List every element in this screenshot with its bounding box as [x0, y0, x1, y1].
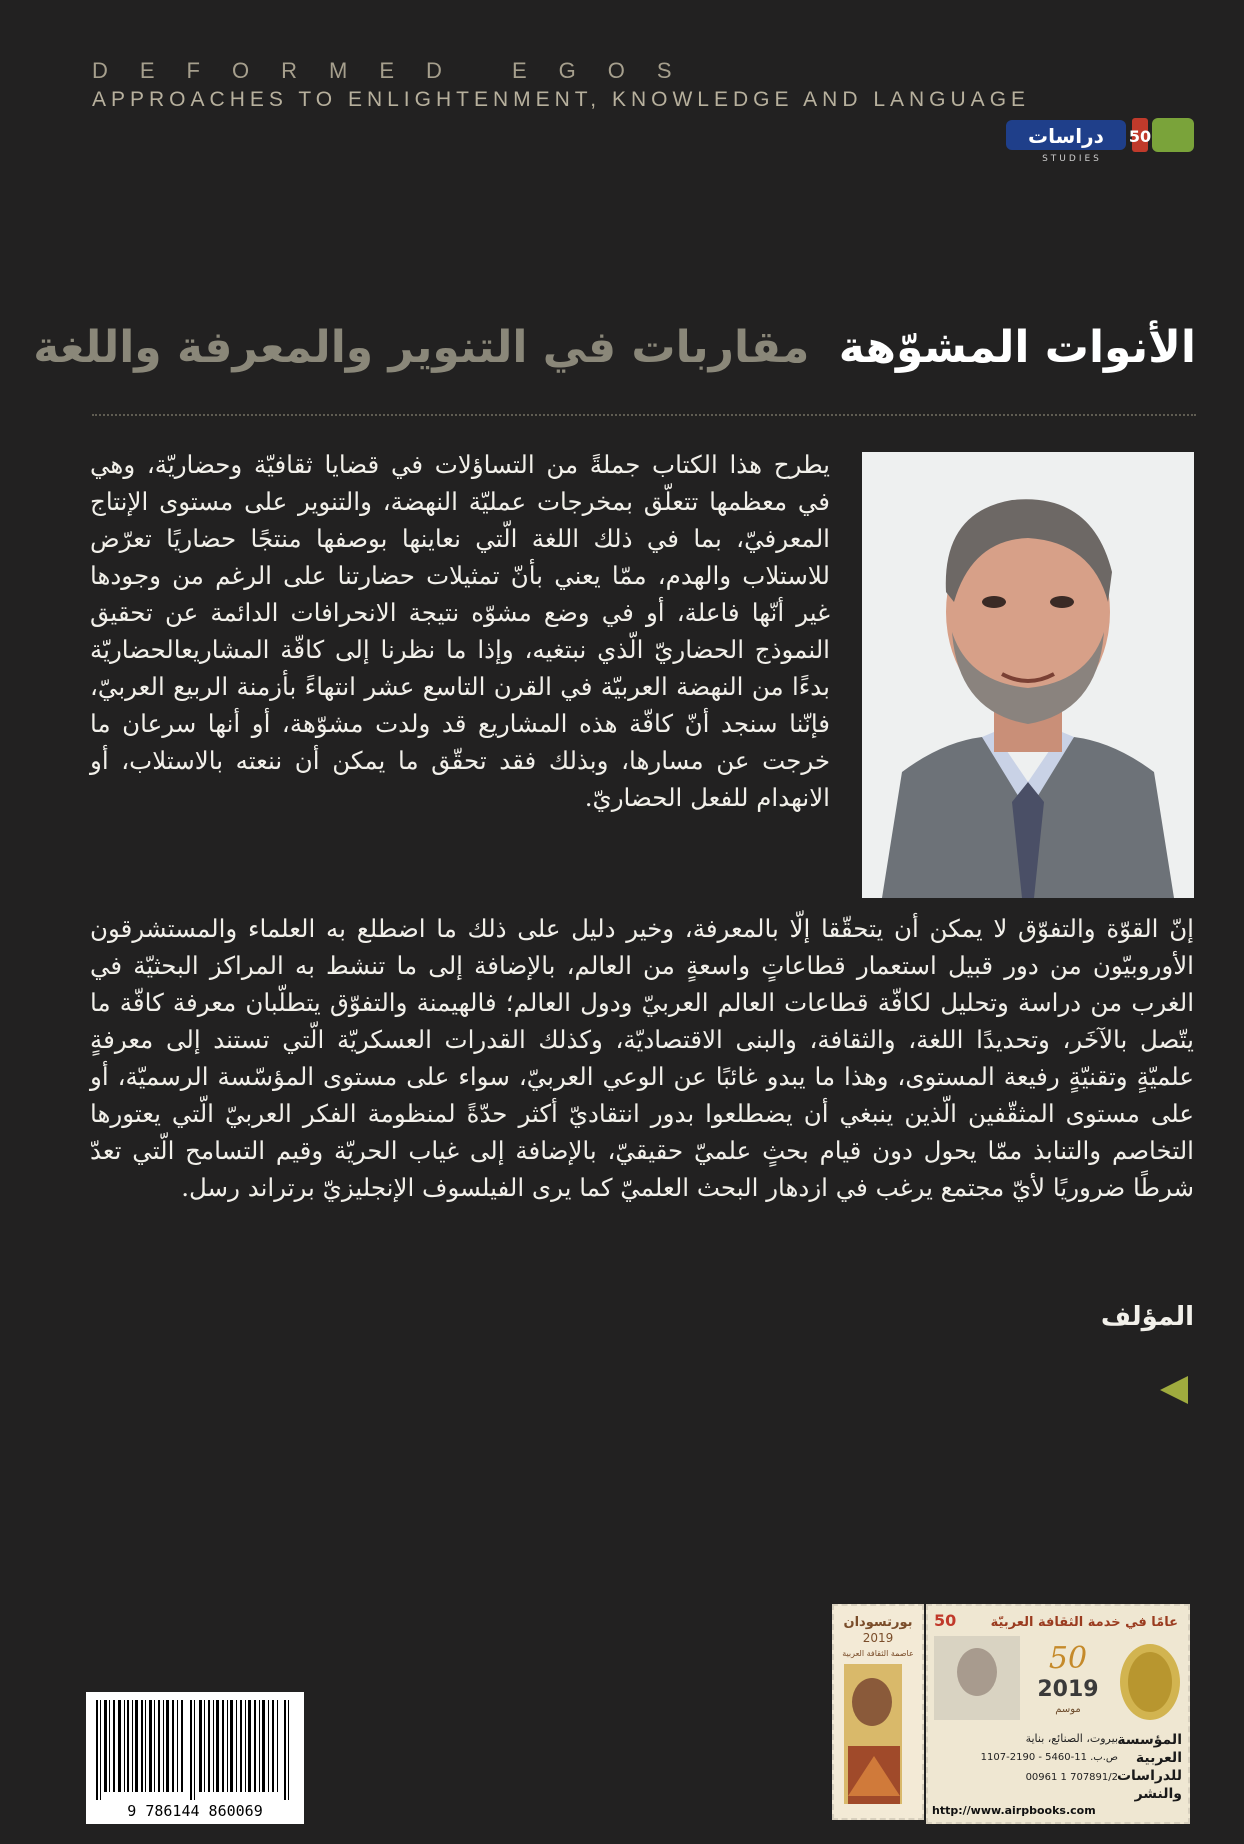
sticker-publisher-4: والنشر: [1134, 1786, 1182, 1802]
triangle-pointer-icon: [1160, 1376, 1188, 1404]
sticker-publisher-3: للدراسات: [1116, 1768, 1182, 1784]
intro-text-block: [90, 446, 830, 816]
event-stamp-year: 2019: [862, 1631, 894, 1645]
body-text-block: [90, 910, 1194, 1206]
publisher-logo-number: 50: [1128, 127, 1152, 146]
sticker-phone: 00961 1 707891/2: [1025, 1772, 1118, 1783]
sticker-address: بيروت، الصنائع، بناية: [1025, 1732, 1118, 1745]
sticker-year: 2019: [1037, 1677, 1099, 1702]
publisher-logo: [1006, 116, 1196, 164]
intro-paragraph: يطرح هذا الكتاب جملةً من التساؤلات في قضايا ثقافيّة وحضاريّة، وهي في معظمها تتعلّق بمخرجات عمليّة النهضة، والتنوير على مستوى الإنتاج المعرفيّ، بما في ذلك اللغة الّتي نعاينها بوصفها منتجًا حضاريًا تعرّض للاستلاب والهدم، ممّا يعني بأنّ تمثيلات حضارتنا على الرغم من وجودها غير أنّها فاعلة، أو في وضع مشوّه نتيجة الانحرافات الدائمة عن تحقيق النموذج الحضاريّ الّذي نبتغيه، وإذا ما نظرنا إلى كافّة المشاريعالحضاريّة بدءًا من النهضة العربيّة في القرن التاسع عشر انتهاءً بأزمنة الربيع العربيّ، فإنّنا سنجد أنّ كافّة هذه المشاريع قد ولدت مشوّهة، أو أنها سرعان ما خرجت عن مسارها، وبذلك فقد تحقّق ما يمكن أن ننعته بالاستلاب، أو الانهدام للفعل الحضاريّ.: [90, 450, 830, 812]
sticker-header: عامًا في خدمة الثقافة العربيّة: [990, 1615, 1178, 1630]
publisher-sticker: [926, 1604, 1190, 1824]
sticker-big-number: 50: [1048, 1641, 1088, 1676]
sticker-caption: موسم: [1055, 1704, 1081, 1715]
series-header: [92, 58, 1202, 112]
event-stamp-city: بورتسودان: [843, 1615, 913, 1630]
series-subtitle: APPROACHES TO ENLIGHTENMENT, KNOWLEDGE AND LANGUAGE: [92, 88, 1031, 111]
author-photo: [862, 452, 1194, 898]
publisher-logo-text: دراسات: [1028, 124, 1104, 148]
book-title: [33, 322, 1196, 373]
sticker-publisher-2: العربية: [1135, 1750, 1182, 1766]
body-paragraph: إنّ القوّة والتفوّق لا يمكن أن يتحقّقا إلّا بالمعرفة، وخير دليل على ذلك ما اضطلع به العلماء والمستشرقون الأوروبيّون من دور قبيل استعمار قطاعاتٍ واسعةٍ من العالم، بالإضافة إلى ما تنشط به المراكز البحثيّة في الغرب من دراسة وتحليل لكافّة قطاعات العالم العربيّ ودول العالم؛ فالهيمنة والتفوّق يتطلّبان معرفة كافّة ما يتّصل بالآخَر، وتحديدًا اللغة، والثقافة، والبنى الاقتصاديّة، وكذلك القدرات العسكريّة الّتي تستند إلى معرفةٍ علميّةٍ وتقنيّةٍ رفيعة المستوى، وهذا ما يبدو غائبًا عن الوعي العربيّ، سواء على مستوى المؤسّسة الرسميّة، أو على مستوى المثقّفين الّذين ينبغي أن يضطلعوا بدور انتقاديّ أكثر حدّةً لمنظومة الفكر العربيّ الّتي يعتورها التخاصم والتنابذ ممّا يحول دون قيام بحثٍ علميّ حقيقيّ، بالإضافة إلى غياب الحريّة وقيم التسامح الّتي تعدّ شرطًا ضروريًا لأيّ مجتمع يرغب في ازدهار البحث العلميّ كما يرى الفيلسوف الإنجليزيّ برتراند رسل.: [90, 914, 1194, 1202]
barcode: [86, 1692, 304, 1824]
series-title: DEFORMED EGOS: [92, 58, 704, 83]
event-stamp: [832, 1604, 924, 1820]
publisher-logo-sub: STUDIES: [1042, 154, 1102, 164]
author-signature: المؤلف: [1100, 1302, 1194, 1332]
sticker-pobox: ص.ب. 11-5460 - 2190-1107: [980, 1752, 1118, 1763]
stamp-block: [832, 1604, 1190, 1824]
sticker-number: 50: [934, 1611, 957, 1630]
barcode-number: 9 786144 860069: [127, 1802, 263, 1820]
sticker-publisher-1: المؤسسة: [1117, 1732, 1182, 1748]
book-title-sub: مقاربات في التنوير والمعرفة واللغة: [33, 322, 810, 373]
event-stamp-sub: عاصمة الثقافة العربية: [842, 1649, 914, 1658]
sticker-url: http://www.airpbooks.com: [932, 1804, 1096, 1817]
dotted-divider: [92, 414, 1196, 416]
book-title-main: الأنوات المشوّهة: [838, 322, 1196, 373]
